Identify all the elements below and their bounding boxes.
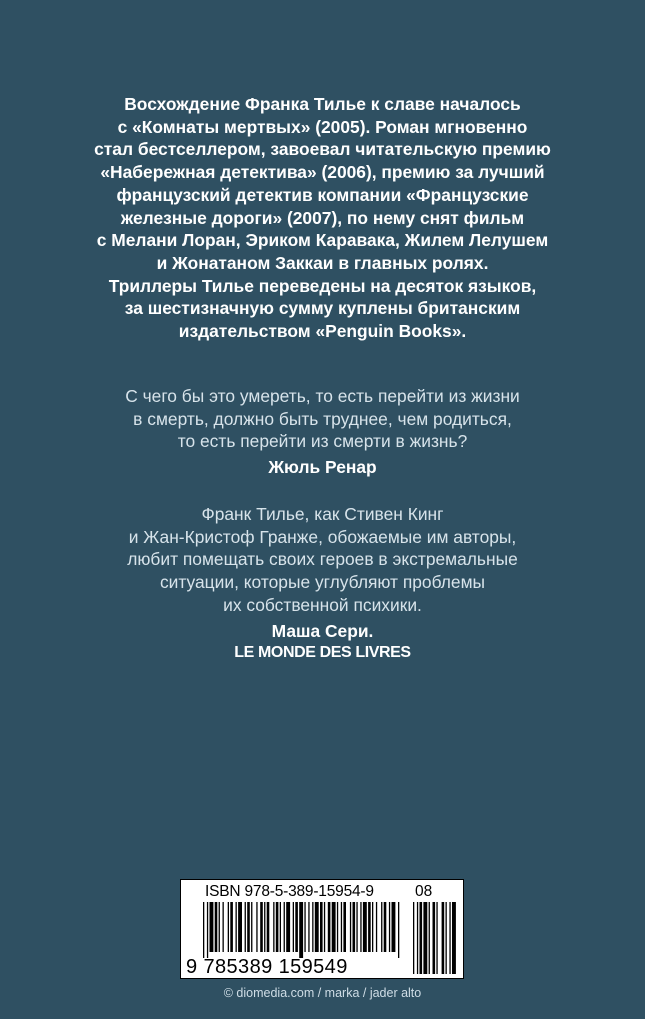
barcode-bar: [295, 902, 298, 952]
blurb-line: с «Комнаты мертвых» (2005). Роман мгновенно: [117, 116, 528, 137]
epigraph-quote: [0, 385, 645, 479]
barcode-bar: [436, 902, 437, 974]
blurb-line: Восхождение Франка Тилье к славе началось: [124, 94, 521, 114]
blurb-line: и Жонатаном Заккаи в главных ролях.: [156, 252, 489, 273]
quote-line: то есть перейти из смерти в жизнь?: [177, 431, 468, 452]
barcode-bar: [260, 902, 263, 952]
blurb-line: с Мелани Лоран, Эриком Каравака, Жилем Лелушем: [96, 230, 549, 251]
barcode-bar: [343, 902, 346, 952]
review-line: Франк Тилье, как Стивен Кинг: [201, 504, 444, 524]
blurb-line: за шестизначную сумму куплены британским: [124, 298, 521, 319]
blurb-line: «Набережная детектива» (2006), премию за лучший: [100, 162, 545, 183]
barcode-bar: [256, 902, 257, 952]
barcode-bar: [423, 902, 427, 974]
barcode-bar: [429, 902, 430, 974]
barcode-bar: [280, 902, 281, 952]
barcode-bar: [328, 902, 331, 952]
barcode-bar: [264, 902, 265, 952]
barcode-bar: [312, 902, 313, 952]
barcode-bar: [350, 902, 351, 952]
barcode-bar: [337, 902, 338, 952]
review-line: и Жан-Кристоф Гранже, обожаемые им авторы,: [128, 526, 517, 547]
barcode-bar: [207, 902, 208, 958]
press-review: [0, 503, 645, 663]
book-blurb: [0, 93, 645, 343]
barcode-bar: [389, 902, 390, 952]
blurb-line: издательством «Penguin Books».: [178, 321, 467, 342]
quote-author: Жюль Ренар: [268, 457, 377, 478]
barcode-bar: [308, 902, 309, 952]
barcode-bar: [304, 902, 305, 952]
barcode-bar: [398, 902, 399, 958]
barcode-bar: [236, 902, 237, 952]
photo-credit: © diomedia.com / marka / jader alto: [223, 986, 422, 1000]
barcode-bar: [376, 902, 377, 952]
blurb-line: Триллеры Тилье переведены на десяток языков,: [108, 275, 537, 296]
barcode-bar: [215, 902, 218, 952]
review-line: любит помещать своих героев в экстремальные: [127, 549, 518, 570]
barcode-bar: [442, 902, 445, 974]
barcode-bar: [284, 902, 285, 952]
isbn-barcode: [180, 879, 464, 979]
review-line: их собственной психики.: [223, 594, 422, 615]
review-source: LE MONDE DES LIVRES: [234, 644, 411, 662]
barcode-bar: [223, 902, 224, 952]
review-author: Маша Сери.: [271, 620, 374, 641]
barcode-digits: 9 785389 159549: [186, 956, 348, 978]
barcode-bar: [332, 902, 336, 952]
barcode-bar: [433, 902, 436, 974]
barcode-bar: [247, 902, 250, 952]
barcode-bar: [341, 902, 342, 952]
blurb-line: стал бестселлером, завоевал читательскую премию: [94, 139, 551, 160]
barcode-bar: [420, 902, 423, 974]
barcode-bar: [273, 902, 274, 952]
barcode-bar: [392, 902, 396, 952]
quote-line: С чего бы это умереть, то есть перейти из жизни: [125, 386, 520, 406]
barcode-bar: [251, 902, 252, 952]
barcode-addon-number: 08: [415, 883, 433, 900]
barcode-bar: [210, 902, 214, 952]
barcode-bar: [384, 902, 387, 952]
barcode-bar: [324, 902, 325, 952]
review-line: ситуации, которые углубляют проблемы: [159, 572, 486, 593]
barcode-bar: [368, 902, 371, 952]
isbn-label: ISBN 978-5-389-15954-9: [205, 883, 374, 900]
barcode-bar: [219, 902, 220, 952]
barcode-bar: [449, 902, 450, 974]
blurb-line: французский детектив компании «Французские: [116, 184, 529, 205]
barcode-bar: [230, 902, 233, 952]
quote-line: в смерть, должно быть труднее, чем родиться,: [133, 408, 512, 429]
barcode-bar: [299, 902, 303, 958]
barcode-bar: [372, 902, 373, 952]
barcode-bar: [417, 902, 418, 974]
barcode-bar: [238, 902, 242, 952]
barcode-bar: [446, 902, 447, 974]
barcode-bar: [452, 902, 456, 974]
barcode-bar: [203, 902, 204, 958]
barcode-bar: [381, 902, 382, 952]
barcode-bar: [413, 902, 414, 974]
blurb-line: железные дороги» (2007), по нему снят фильм: [120, 207, 525, 228]
barcode-bar: [293, 902, 294, 952]
barcode-bar: [363, 902, 367, 952]
barcode-bar: [245, 902, 246, 952]
barcode-bar: [286, 902, 290, 952]
barcode-bar: [356, 902, 357, 952]
barcode-bar: [267, 902, 270, 952]
barcode-bar: [353, 902, 356, 952]
barcode-bar: [276, 902, 279, 952]
barcode-bar: [320, 902, 323, 952]
barcode-bar: [360, 902, 361, 952]
barcode-bar: [315, 902, 319, 952]
barcode-bar: [228, 902, 229, 952]
